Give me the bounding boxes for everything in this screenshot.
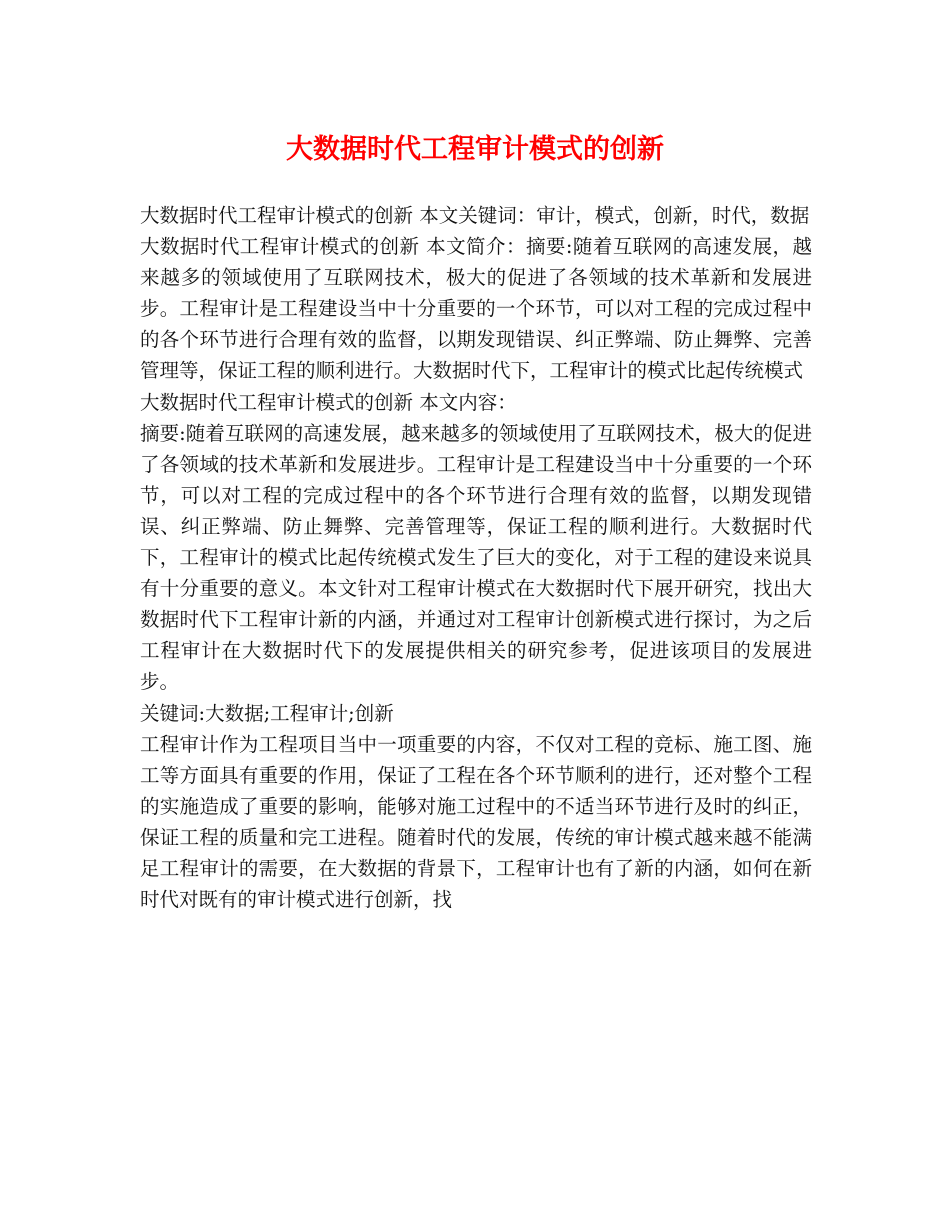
summary-paragraph: 大数据时代工程审计模式的创新 本文简介：摘要:随着互联网的高速发展，越来越多的领域使用了互联网技术，极大的促进了各领域的技术革新和发展进步。工程审计是工程建设当中十分重要的一个环节，可以对工程的完成过程中的各个环节进行合理有效的监督，以期发现错误、纠正弊端、防止舞弊、完善管理等，保证工程的顺利进行。大数据时代下，工程审计的模式比起传统模式 [140, 235, 812, 383]
document-title: 大数据时代工程审计模式的创新 [286, 134, 664, 165]
body-paragraph: 工程审计作为工程项目当中一项重要的内容，不仅对工程的竞标、施工图、施工等方面具有重要的作用，保证了工程在各个环节顺利的进行，还对整个工程的实施造成了重要的影响，能够对施工过程中的不适当环节进行及时的纠正，保证工程的质量和完工进程。随着时代的发展，传统的审计模式越来越不能满足工程审计的需要，在大数据的背景下，工程审计也有了新的内涵，如何在新时代对既有的审计模式进行创新，找 [140, 732, 812, 912]
document-body [140, 200, 812, 915]
content-heading-paragraph: 大数据时代工程审计模式的创新 本文内容： [140, 390, 517, 414]
keywords-paragraph: 关键词:大数据;工程审计;创新 [140, 701, 394, 725]
abstract-paragraph: 摘要:随着互联网的高速发展，越来越多的领域使用了互联网技术，极大的促进了各领域的技术革新和发展进步。工程审计是工程建设当中十分重要的一个环节，可以对工程的完成过程中的各个环节进行合理有效的监督，以期发现错误、纠正弊端、防止舞弊、完善管理等，保证工程的顺利进行。大数据时代下，工程审计的模式比起传统模式发生了巨大的变化，对于工程的建设来说具有十分重要的意义。本文针对工程审计模式在大数据时代下展开研究，找出大数据时代下工程审计新的内涵，并通过对工程审计创新模式进行探讨，为之后工程审计在大数据时代下的发展提供相关的研究参考，促进该项目的发展进步。 [140, 421, 812, 694]
keywords-line-paragraph: 大数据时代工程审计模式的创新 本文关键词：审计，模式，创新，时代，数据 [140, 204, 810, 227]
